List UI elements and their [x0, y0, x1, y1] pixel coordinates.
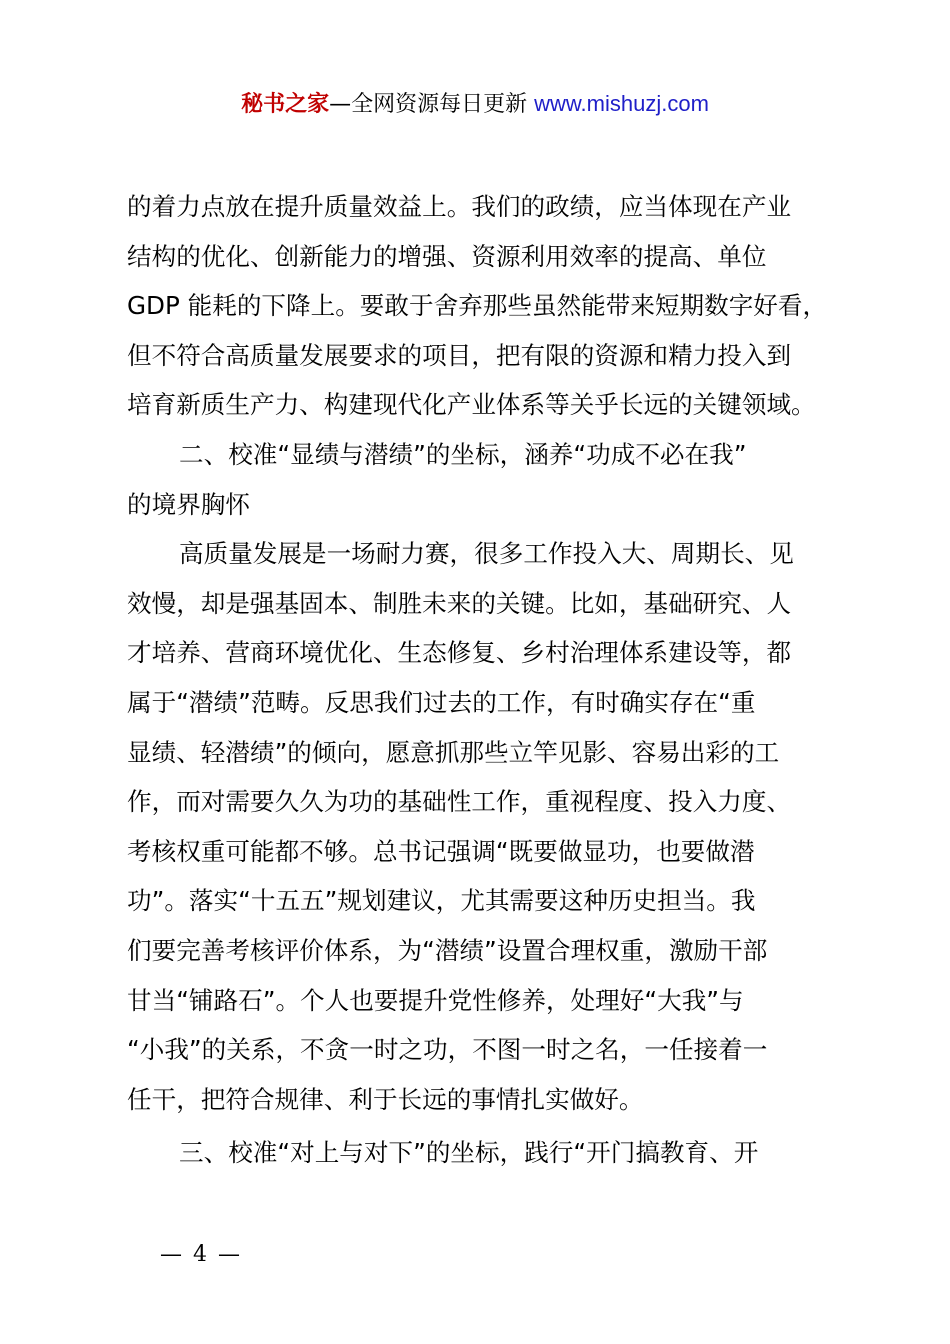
section-heading-2: 二、校准“显绩与潜绩”的坐标，涵养“功成不必在我” [179, 439, 747, 469]
header-url-link[interactable]: www.mishuzj.com [534, 91, 709, 116]
body-line: 效慢，却是强基固本、制胜未来的关键。比如，基础研究、人 [127, 588, 792, 618]
document-body [127, 182, 847, 1178]
body-line: 才培养、营商环境优化、生态修复、乡村治理体系建设等，都 [127, 638, 792, 668]
body-line: 考核权重可能都不够。总书记强调“既要做显功，也要做潜 [127, 836, 755, 866]
body-line: 功”。落实“十五五”规划建议，尤其需要这种历史担当。我 [127, 886, 756, 916]
body-line: GDP 能耗的下降上。要敢于舍弃那些虽然能带来短期数字好看， [127, 291, 828, 321]
body-line: 结构的优化、创新能力的增强、资源利用效率的提高、单位 [127, 241, 767, 271]
body-line: 但不符合高质量发展要求的项目，把有限的资源和精力投入到 [127, 340, 792, 370]
brand-name: 秘书之家 [241, 92, 330, 117]
body-line: 任干，把符合规律、利于长远的事情扎实做好。 [127, 1084, 644, 1114]
body-line: 甘当“铺路石”。个人也要提升党性修养，处理好“大我”与 [127, 985, 744, 1015]
section-heading-2-cont: 的境界胸怀 [127, 489, 250, 519]
body-line: “小我”的关系，不贪一时之功，不图一时之名，一任接着一 [127, 1035, 768, 1065]
body-line: 高质量发展是一场耐力赛，很多工作投入大、周期长、见 [179, 539, 794, 569]
section-heading-3: 三、校准“对上与对下”的坐标，践行“开门搞教育、开 [179, 1138, 759, 1168]
body-line: 们要完善考核评价体系，为“潜绩”设置合理权重，激励干部 [127, 935, 768, 965]
body-line: 显绩、轻潜绩”的倾向，愿意抓那些立竿见影、容易出彩的工 [127, 737, 780, 767]
page-header [0, 86, 950, 123]
body-line: 培育新质生产力、构建现代化产业体系等关乎长远的关键领域。 [127, 390, 816, 420]
header-tagline: —全网资源每日更新 [329, 92, 528, 117]
body-line: 的着力点放在提升质量效益上。我们的政绩，应当体现在产业 [127, 192, 792, 221]
body-line: 作，而对需要久久为功的基础性工作，重视程度、投入力度、 [127, 787, 792, 817]
page-number: — 4 — [160, 1242, 242, 1267]
body-line: 属于“潜绩”范畴。反思我们过去的工作，有时确实存在“重 [127, 687, 756, 717]
